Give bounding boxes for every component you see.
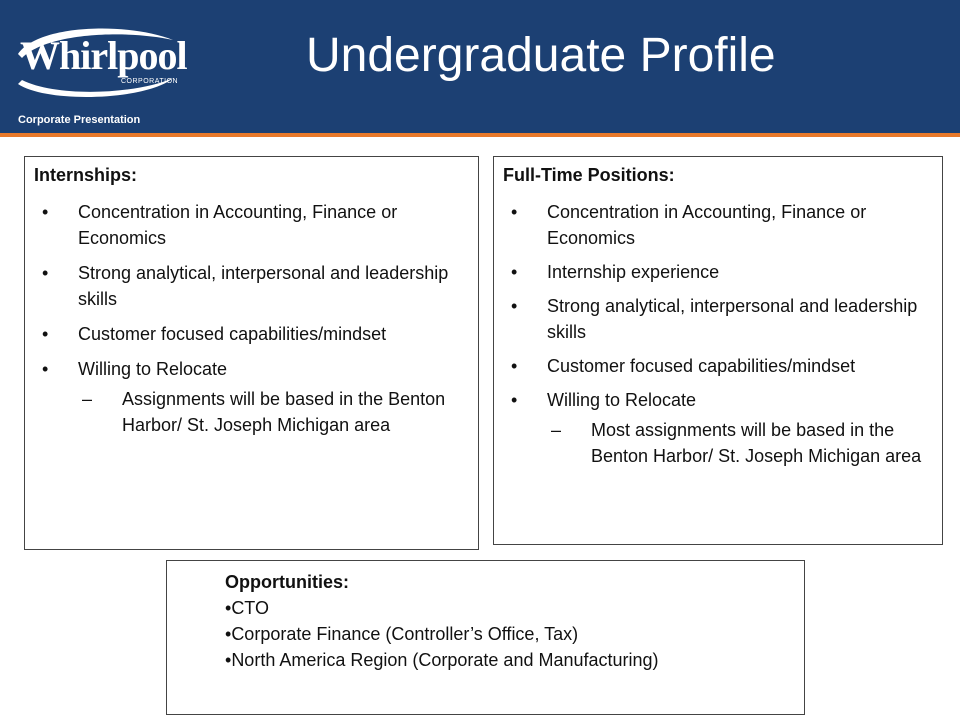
whirlpool-logo bbox=[8, 22, 187, 112]
bullet-icon: • bbox=[42, 263, 49, 283]
list-item-text: North America Region (Corporate and Manufacturing) bbox=[231, 650, 659, 670]
bullet-icon: • bbox=[511, 296, 518, 316]
bullet-icon: • bbox=[511, 356, 518, 376]
list-item bbox=[503, 259, 939, 285]
opportunities-panel bbox=[166, 560, 805, 715]
list-item-text: Concentration in Accounting, Finance or Economics bbox=[78, 202, 398, 248]
logo-wordmark: Whirlpool bbox=[20, 33, 187, 78]
list-item bbox=[503, 293, 939, 345]
opportunities-heading: Opportunities: bbox=[225, 572, 349, 592]
list-item-text: Corporate Finance (Controller’s Office, Tax) bbox=[231, 624, 579, 644]
list-item bbox=[225, 621, 785, 647]
header-banner bbox=[0, 0, 960, 133]
internships-heading: Internships: bbox=[34, 165, 138, 185]
list-item bbox=[503, 387, 939, 413]
list-item bbox=[503, 199, 939, 251]
bullet-icon: • bbox=[225, 624, 232, 644]
list-item bbox=[34, 260, 474, 312]
full-time-panel bbox=[493, 156, 943, 545]
list-item-text: Strong analytical, interpersonal and leadership skills bbox=[547, 296, 918, 342]
bullet-icon: • bbox=[511, 262, 518, 282]
dash-icon: – bbox=[82, 389, 93, 409]
list-item-text: Customer focused capabilities/mindset bbox=[547, 356, 856, 376]
sub-list-item bbox=[34, 386, 474, 438]
logo-subtext: CORPORATION bbox=[121, 78, 179, 85]
opportunities-content bbox=[225, 569, 785, 673]
internships-panel bbox=[24, 156, 479, 550]
bullet-icon: • bbox=[225, 598, 232, 618]
list-item bbox=[225, 647, 785, 673]
sub-list-item-text: Assignments will be based in the Benton Harbor/ St. Joseph Michigan area bbox=[122, 389, 446, 435]
bullet-icon: • bbox=[511, 202, 518, 222]
bullet-icon: • bbox=[225, 650, 232, 670]
tagline: Corporate Presentation bbox=[18, 114, 141, 126]
list-item-text: Strong analytical, interpersonal and leadership skills bbox=[78, 263, 449, 309]
bullet-icon: • bbox=[42, 359, 49, 379]
list-item bbox=[34, 199, 474, 251]
bullet-icon: • bbox=[42, 202, 49, 222]
dash-icon: – bbox=[551, 420, 562, 440]
page-title: Undergraduate Profile bbox=[306, 29, 776, 82]
bullet-icon: • bbox=[42, 324, 49, 344]
list-item-text: Customer focused capabilities/mindset bbox=[78, 324, 387, 344]
list-item-text: Willing to Relocate bbox=[78, 359, 228, 379]
list-item bbox=[34, 321, 474, 347]
list-item-text: Willing to Relocate bbox=[547, 390, 697, 410]
bullet-icon: • bbox=[511, 390, 518, 410]
list-item bbox=[34, 356, 474, 382]
full-time-heading: Full-Time Positions: bbox=[503, 165, 675, 185]
internships-list bbox=[34, 199, 474, 438]
sub-list-item-text: Most assignments will be based in the Benton Harbor/ St. Joseph Michigan area bbox=[591, 420, 922, 466]
header-divider bbox=[0, 133, 960, 137]
list-item bbox=[225, 595, 785, 621]
full-time-list bbox=[503, 199, 939, 477]
list-item-text: Concentration in Accounting, Finance or Economics bbox=[547, 202, 867, 248]
list-item bbox=[503, 353, 939, 379]
list-item-text: Internship experience bbox=[547, 262, 720, 282]
list-item-text: CTO bbox=[231, 598, 269, 618]
sub-list-item bbox=[503, 417, 939, 469]
